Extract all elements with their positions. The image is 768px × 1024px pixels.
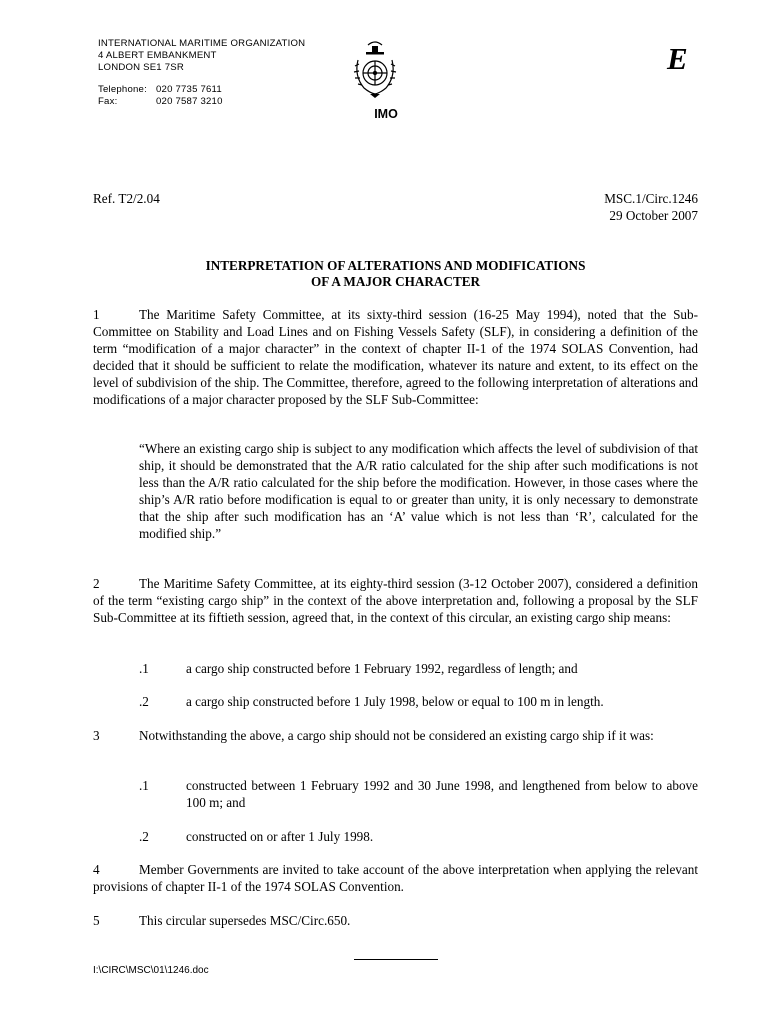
list-item-text: a cargo ship constructed before 1 February 1992, regardless of length; and bbox=[186, 661, 578, 676]
list-item-number: .2 bbox=[139, 694, 149, 709]
paragraph-text: The Maritime Safety Committee, at its eighty-third session (3-12 October 2007), considered a definition of the term “existing cargo ship” in the context of the above interpretation and, following a proposal by the SLF Sub-Committee at its fiftieth session, agreed that, in the context of this circular, an existing cargo ship means: bbox=[93, 576, 698, 625]
organization-address-block bbox=[98, 38, 305, 108]
title-line-2: OF A MAJOR CHARACTER bbox=[310, 274, 481, 289]
list-item bbox=[139, 829, 698, 846]
paragraph-1 bbox=[93, 307, 698, 408]
list-item-number: .1 bbox=[139, 778, 149, 793]
imo-acronym: IMO bbox=[374, 107, 398, 121]
fax-label: Fax: bbox=[98, 95, 118, 107]
list-item bbox=[139, 778, 698, 812]
paragraph-text: This circular supersedes MSC/Circ.650. bbox=[139, 913, 351, 928]
list-item-text: a cargo ship constructed before 1 July 1998, below or equal to 100 m in length. bbox=[186, 694, 604, 709]
paragraph-3 bbox=[93, 728, 698, 745]
list-item-text: constructed on or after 1 July 1998. bbox=[186, 829, 374, 844]
org-street: 4 ALBERT EMBANKMENT bbox=[98, 50, 217, 62]
paragraph-text: Member Governments are invited to take account of the above interpretation when applying the relevant provisions of chapter II-1 of the 1974 SOLAS Convention. bbox=[93, 862, 698, 894]
footer-divider bbox=[354, 959, 438, 960]
paragraph-5 bbox=[93, 913, 698, 930]
reference-number: Ref. T2/2.04 bbox=[93, 191, 160, 206]
paragraph-number: 1 bbox=[93, 307, 100, 322]
paragraph-4 bbox=[93, 862, 698, 896]
list-item bbox=[139, 661, 698, 678]
paragraph-2 bbox=[93, 576, 698, 627]
org-name: INTERNATIONAL MARITIME ORGANIZATION bbox=[98, 38, 306, 49]
list-item-text: constructed between 1 February 1992 and 30 June 1998, and lengthened from below to above 100 m; and bbox=[186, 778, 698, 810]
telephone-line bbox=[98, 84, 305, 96]
document-date: 29 October 2007 bbox=[609, 207, 698, 223]
fax-number: 020 7587 3210 bbox=[156, 95, 223, 107]
paragraph-number: 2 bbox=[93, 576, 100, 591]
paragraph-number: 5 bbox=[93, 913, 100, 928]
paragraph-number: 3 bbox=[93, 728, 100, 743]
telephone-label: Telephone: bbox=[98, 83, 147, 95]
document-title bbox=[93, 258, 698, 290]
paragraph-number: 4 bbox=[93, 862, 100, 877]
list-item-number: .1 bbox=[139, 661, 149, 676]
title-line-1: INTERPRETATION OF ALTERATIONS AND MODIFICATIONS bbox=[205, 258, 586, 273]
document-symbol-block bbox=[604, 191, 698, 224]
paragraph-text: The Maritime Safety Committee, at its sixty-third session (16-25 May 1994), noted that the Sub-Committee on Stability and Load Lines and on Fishing Vessels Safety (SLF), in considering a definition of the term “modification of a major character” in the context of chapter II-1 of the 1974 SOLAS Convention, had decided that it should be sufficient to relate the modification, whatever its nature and extent, to its effect on the level of subdivision of the ship. The Committee, therefore, agreed to the following interpretation of alterations and modifications of a major character proposed by the SLF Sub-Committee: bbox=[93, 307, 698, 407]
footer-file-path: I:\CIRC\MSC\01\1246.doc bbox=[93, 965, 209, 976]
interpretation-quote: “Where an existing cargo ship is subject to any modification which affects the level of subdivision of that ship, it should be demonstrated that the A/R ratio calculated for the ship after such modifications is not less than the A/R ratio calculated for the ship before the modification. However, in those cases where the ship’s A/R ratio before modification is equal to or greater than unity, it is only necessary to demonstrate that the ship after such modification has an ‘A’ value which is not less than ‘R’, calculated for the modified ship.” bbox=[139, 441, 698, 541]
language-code: E bbox=[667, 41, 688, 76]
list-item bbox=[139, 694, 698, 711]
imo-emblem-icon bbox=[348, 40, 402, 102]
list-item-number: .2 bbox=[139, 829, 149, 844]
fax-line bbox=[98, 96, 305, 108]
paragraph-text: Notwithstanding the above, a cargo ship should not be considered an existing cargo ship if it was: bbox=[139, 728, 654, 743]
org-city: LONDON SE1 7SR bbox=[98, 62, 184, 74]
document-symbol: MSC.1/Circ.1246 bbox=[604, 191, 698, 206]
telephone-number: 020 7735 7611 bbox=[156, 83, 222, 95]
